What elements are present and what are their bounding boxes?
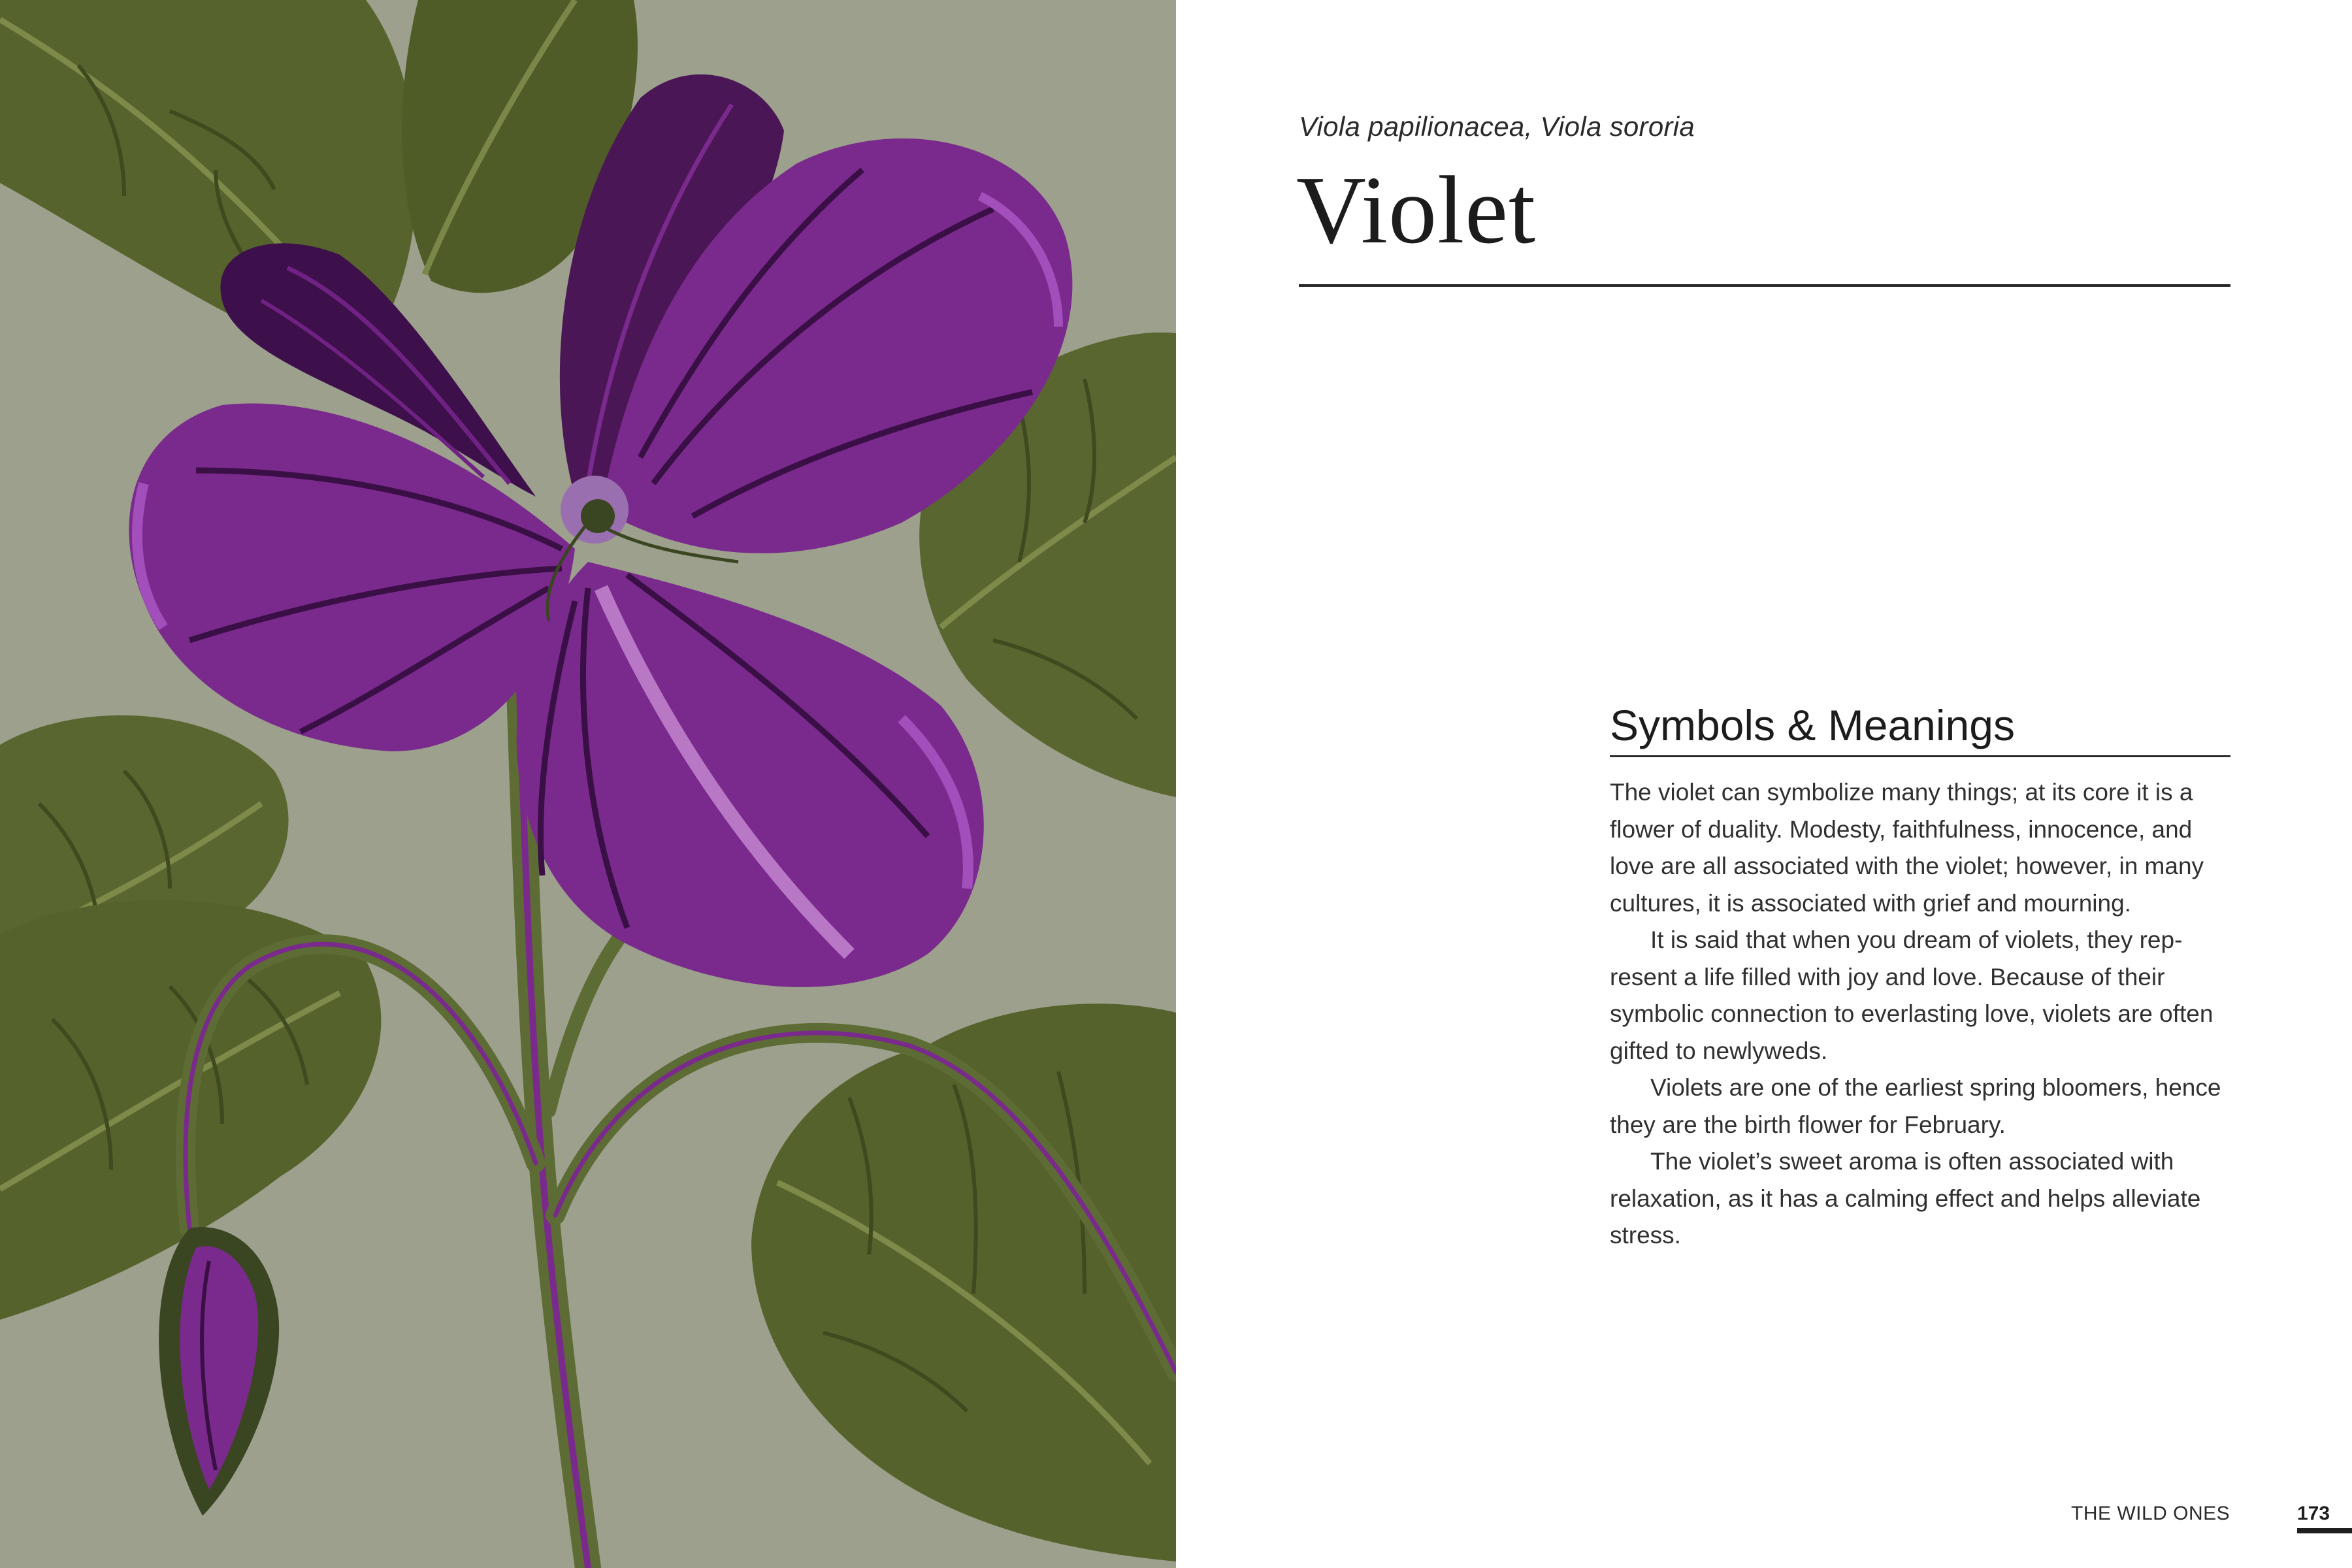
latin-name: Viola papilionacea, Viola sororia	[1299, 111, 1695, 142]
paragraph: The violet’s sweet aroma is often associated with relaxation, as it has a calming effect and helps alleviate stress.	[1610, 1148, 2201, 1249]
section-heading: Symbols & Meanings	[1610, 701, 2015, 749]
paragraph: The violet can symbolize many things; at its core it is a flower of duality. Modesty, faithfulness, innocence, and love are all associated with the violet; however, in many cultures, it is associated with grief and mourning.	[1610, 779, 2204, 917]
running-footer: THE WILD ONES	[2071, 1503, 2230, 1524]
title-divider	[1299, 284, 2230, 287]
body-text	[1610, 774, 2230, 1254]
page-number-bar	[2297, 1528, 2352, 1533]
paragraph: It is said that when you dream of violets, they represent a life filled with joy and love. Because of their symbolic connection to everlasting love, violets are often gifted to newlyweds.	[1610, 926, 2213, 1064]
page-title: Violet	[1296, 157, 1537, 264]
paragraph: Violets are one of the earliest spring bloomers, hence they are the birth flower for February.	[1610, 1074, 2221, 1138]
symbols-meanings-section	[1610, 699, 2230, 1254]
text-page	[1176, 0, 2352, 1568]
section-divider	[1610, 755, 2230, 757]
page-number: 173	[2297, 1503, 2330, 1524]
